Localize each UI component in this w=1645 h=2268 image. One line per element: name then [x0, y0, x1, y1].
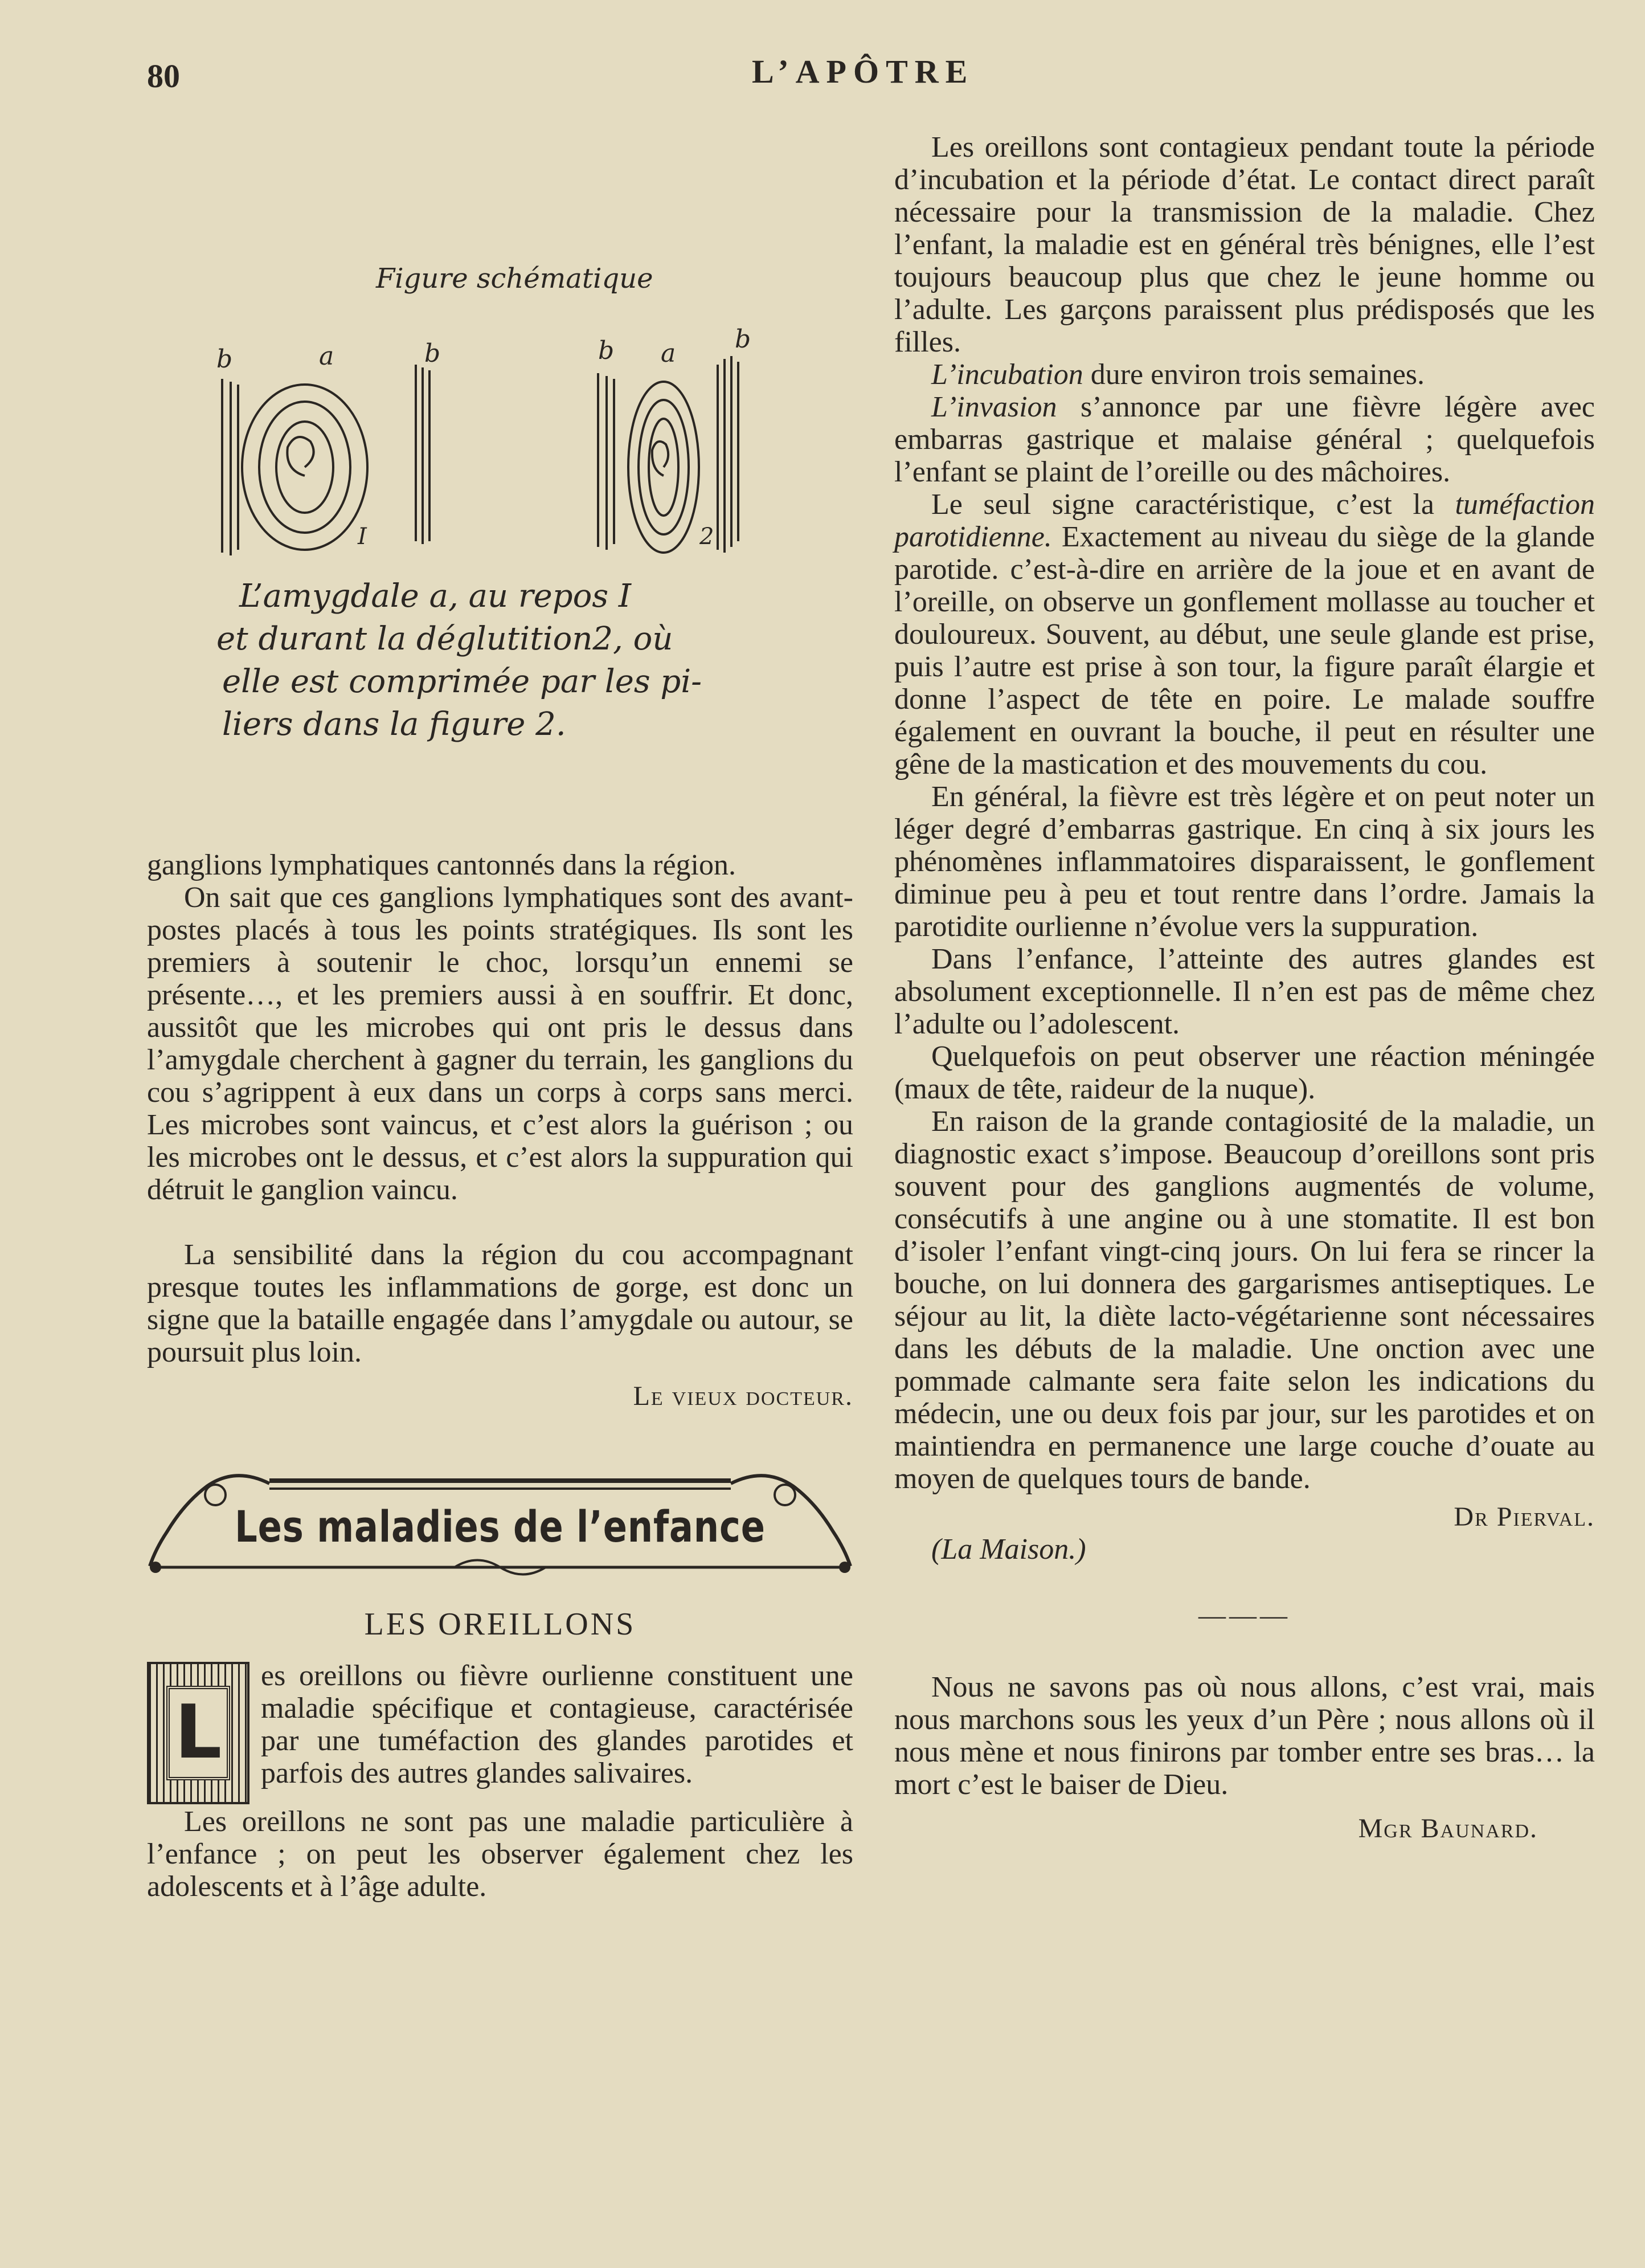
drop-cap: [147, 1662, 249, 1804]
figure-label-b4: b: [735, 325, 751, 354]
paragraph-text: s’annonce par une fièvre légère avec embarras gastrique et malaise général ; quelquefois l’enfant se plaint de l’oreille ou des mâchoires.: [894, 391, 1595, 488]
closing-quote: Nous ne savons pas où nous allons, c’est vrai, mais nous marchons sous les yeux d’un Père ; nous allons où il nous mène et nous finirons par tomber entre ses bras… la mort c’est le baiser de Dieu.: [894, 1671, 1595, 1801]
paragraph-text: dure environ trois semaines.: [1083, 358, 1425, 391]
signature-text: Mgr Baunard.: [1358, 1813, 1538, 1844]
paragraph-text: Exactement au niveau du siège de la glande parotide. c’est-à-dire en arrière de la joue et en avant de l’oreille, on observe un gonflement mollasse au toucher et douloureux. Souvent, au début, une seule glande est prise, puis l’autre est prise à son tour, la figure paraît élargie et donne l’aspect de tête en poire. Le malade souffre également en ouvrant la bouche, il peut en résulter une gêne de la mastication et des mouvements du cou.: [894, 521, 1595, 780]
figure-mark-2: 2: [699, 524, 714, 550]
running-title: L’APÔTRE: [752, 53, 975, 90]
article-paragraph: Quelquefois on peut observer une réaction méningée (maux de tête, raideur de la nuque).: [894, 1040, 1595, 1105]
figure-label-a2: a: [661, 339, 676, 368]
source-citation: [894, 1533, 1595, 1566]
article-paragraph: On sait que ces ganglions lymphatiques sont des avant-postes placés à tous les points stratégiques. Ils sont les premiers à soutenir le choc, lorsqu’un ennemi se présente…, et les premiers aussi à en souffrir. Et donc, aussitôt que les microbes qui ont pris le dessus dans l’amygdale cherchent à gagner du terrain, les ganglions du cou s’agrippent à eux dans un corps à corps sans merci. Les microbes sont vaincus, et c’est alors la guérison ; ou les microbes ont le dessus, et c’est alors la suppuration qui détruit le ganglion vaincu.: [147, 881, 853, 1206]
intro-block: [147, 1660, 853, 1805]
left-column: [147, 849, 853, 1903]
figure-mark-1: I: [358, 524, 367, 550]
figure-caption-line-2: et durant la déglutition2, où: [216, 620, 673, 657]
intro-paragraph: es oreillons ou fièvre ourlienne constituent une maladie spécifique et contagieuse, caractérisée par une tuméfaction des glandes parotides et parfois des autres glandes salivaires.: [261, 1660, 853, 1789]
source-text: (La Maison.): [931, 1533, 1086, 1566]
figure-label-a1: a: [319, 342, 334, 371]
article-paragraph: En général, la fièvre est très légère et on peut noter un léger degré d’embarras gastrique. En cinq à six jours les phénomènes inflammatoires disparaissent, le gonflement diminue peu à peu et tout rentre dans l’ordre. Jamais la parotidite ourlienne n’évolue vers la suppuration.: [894, 780, 1595, 943]
figure-caption-line-3: elle est comprimée par les pi-: [222, 663, 702, 700]
signature-text: Dr Pierval.: [1454, 1502, 1595, 1532]
paragraph-text: Le seul signe caractéristique, c’est la: [931, 488, 1455, 521]
figure-caption-line-1: L’amygdale a, au repos I: [239, 578, 631, 615]
banner-title: Les maladies de l’enfance: [235, 1501, 766, 1552]
tonsil-diagram: [205, 256, 775, 746]
figure-label-b3: b: [598, 336, 615, 365]
section-title: LES OREILLONS: [364, 1607, 636, 1642]
quote-signature: [894, 1812, 1538, 1845]
drop-cap-letter: L: [166, 1686, 230, 1780]
figure-title: Figure schématique: [376, 263, 653, 295]
section-banner: [147, 1469, 853, 1583]
article-paragraph: En raison de la grande contagiosité de la maladie, un diagnostic exact s’impose. Beaucoup d’oreillons sont pris souvent pour des ganglions augmentés de volume, consécutifs à une angine ou à une stomatite. Il est bon d’isoler l’enfant vingt-cinq jours. On lui fera se rincer la bouche, on lui donnera des gargarismes antiseptiques. Le séjour au lit, la diète lacto-végétarienne sont nécessaires dans les débuts de la maladie. Une onction avec une pommade calmante sera faite selon les indications du médecin, une ou deux fois par jour, sur les parotides et on maintiendra en permanence une large couche d’ouate au moyen de quelques tours de bande.: [894, 1105, 1595, 1495]
emphasis: L’invasion: [931, 391, 1057, 423]
page-number: 80: [147, 58, 180, 95]
author-signature: [894, 1501, 1595, 1533]
section-divider: ———: [1198, 1600, 1291, 1630]
emphasis: L’incubation: [931, 358, 1083, 391]
article-paragraph: La sensibilité dans la région du cou accompagnant presque toutes les inflammations de gorge, est donc un signe que la bataille engagée dans l’amygdale ou autour, se poursuit plus loin.: [147, 1239, 853, 1368]
schematic-figure: [205, 256, 775, 746]
figure-label-b1: b: [216, 345, 233, 374]
article-paragraph: Dans l’enfance, l’atteinte des autres glandes est absolument exceptionnelle. Il n’en est pas de même chez l’adulte ou l’adolescent.: [894, 943, 1595, 1040]
article-paragraph: ganglions lymphatiques cantonnés dans la région.: [147, 849, 736, 881]
right-column: [894, 131, 1595, 1845]
paragraph-gap: [147, 1206, 853, 1239]
article-paragraph: [894, 488, 1595, 780]
figure-label-b2: b: [424, 339, 441, 368]
figure-caption-line-4: liers dans la figure 2.: [222, 706, 566, 743]
article-paragraph: [894, 391, 1595, 488]
article-paragraph: [894, 358, 1595, 391]
author-signature: Le vieux docteur.: [633, 1381, 853, 1411]
article-paragraph: Les oreillons ne sont pas une maladie particulière à l’enfance ; on peut les observer également chez les adolescents et à l’âge adulte.: [147, 1805, 853, 1903]
emphasis: tuméfaction parotidienne.: [894, 488, 1595, 553]
article-paragraph: Les oreillons sont contagieux pendant toute la période d’incubation et la période d’état. Le contact direct paraît nécessaire pour la transmission de la maladie. Chez l’enfant, la maladie est en général très bénignes, elle l’est toujours beaucoup plus que chez le jeune homme ou l’adulte. Les garçons paraissent plus prédisposés que les filles.: [894, 131, 1595, 358]
